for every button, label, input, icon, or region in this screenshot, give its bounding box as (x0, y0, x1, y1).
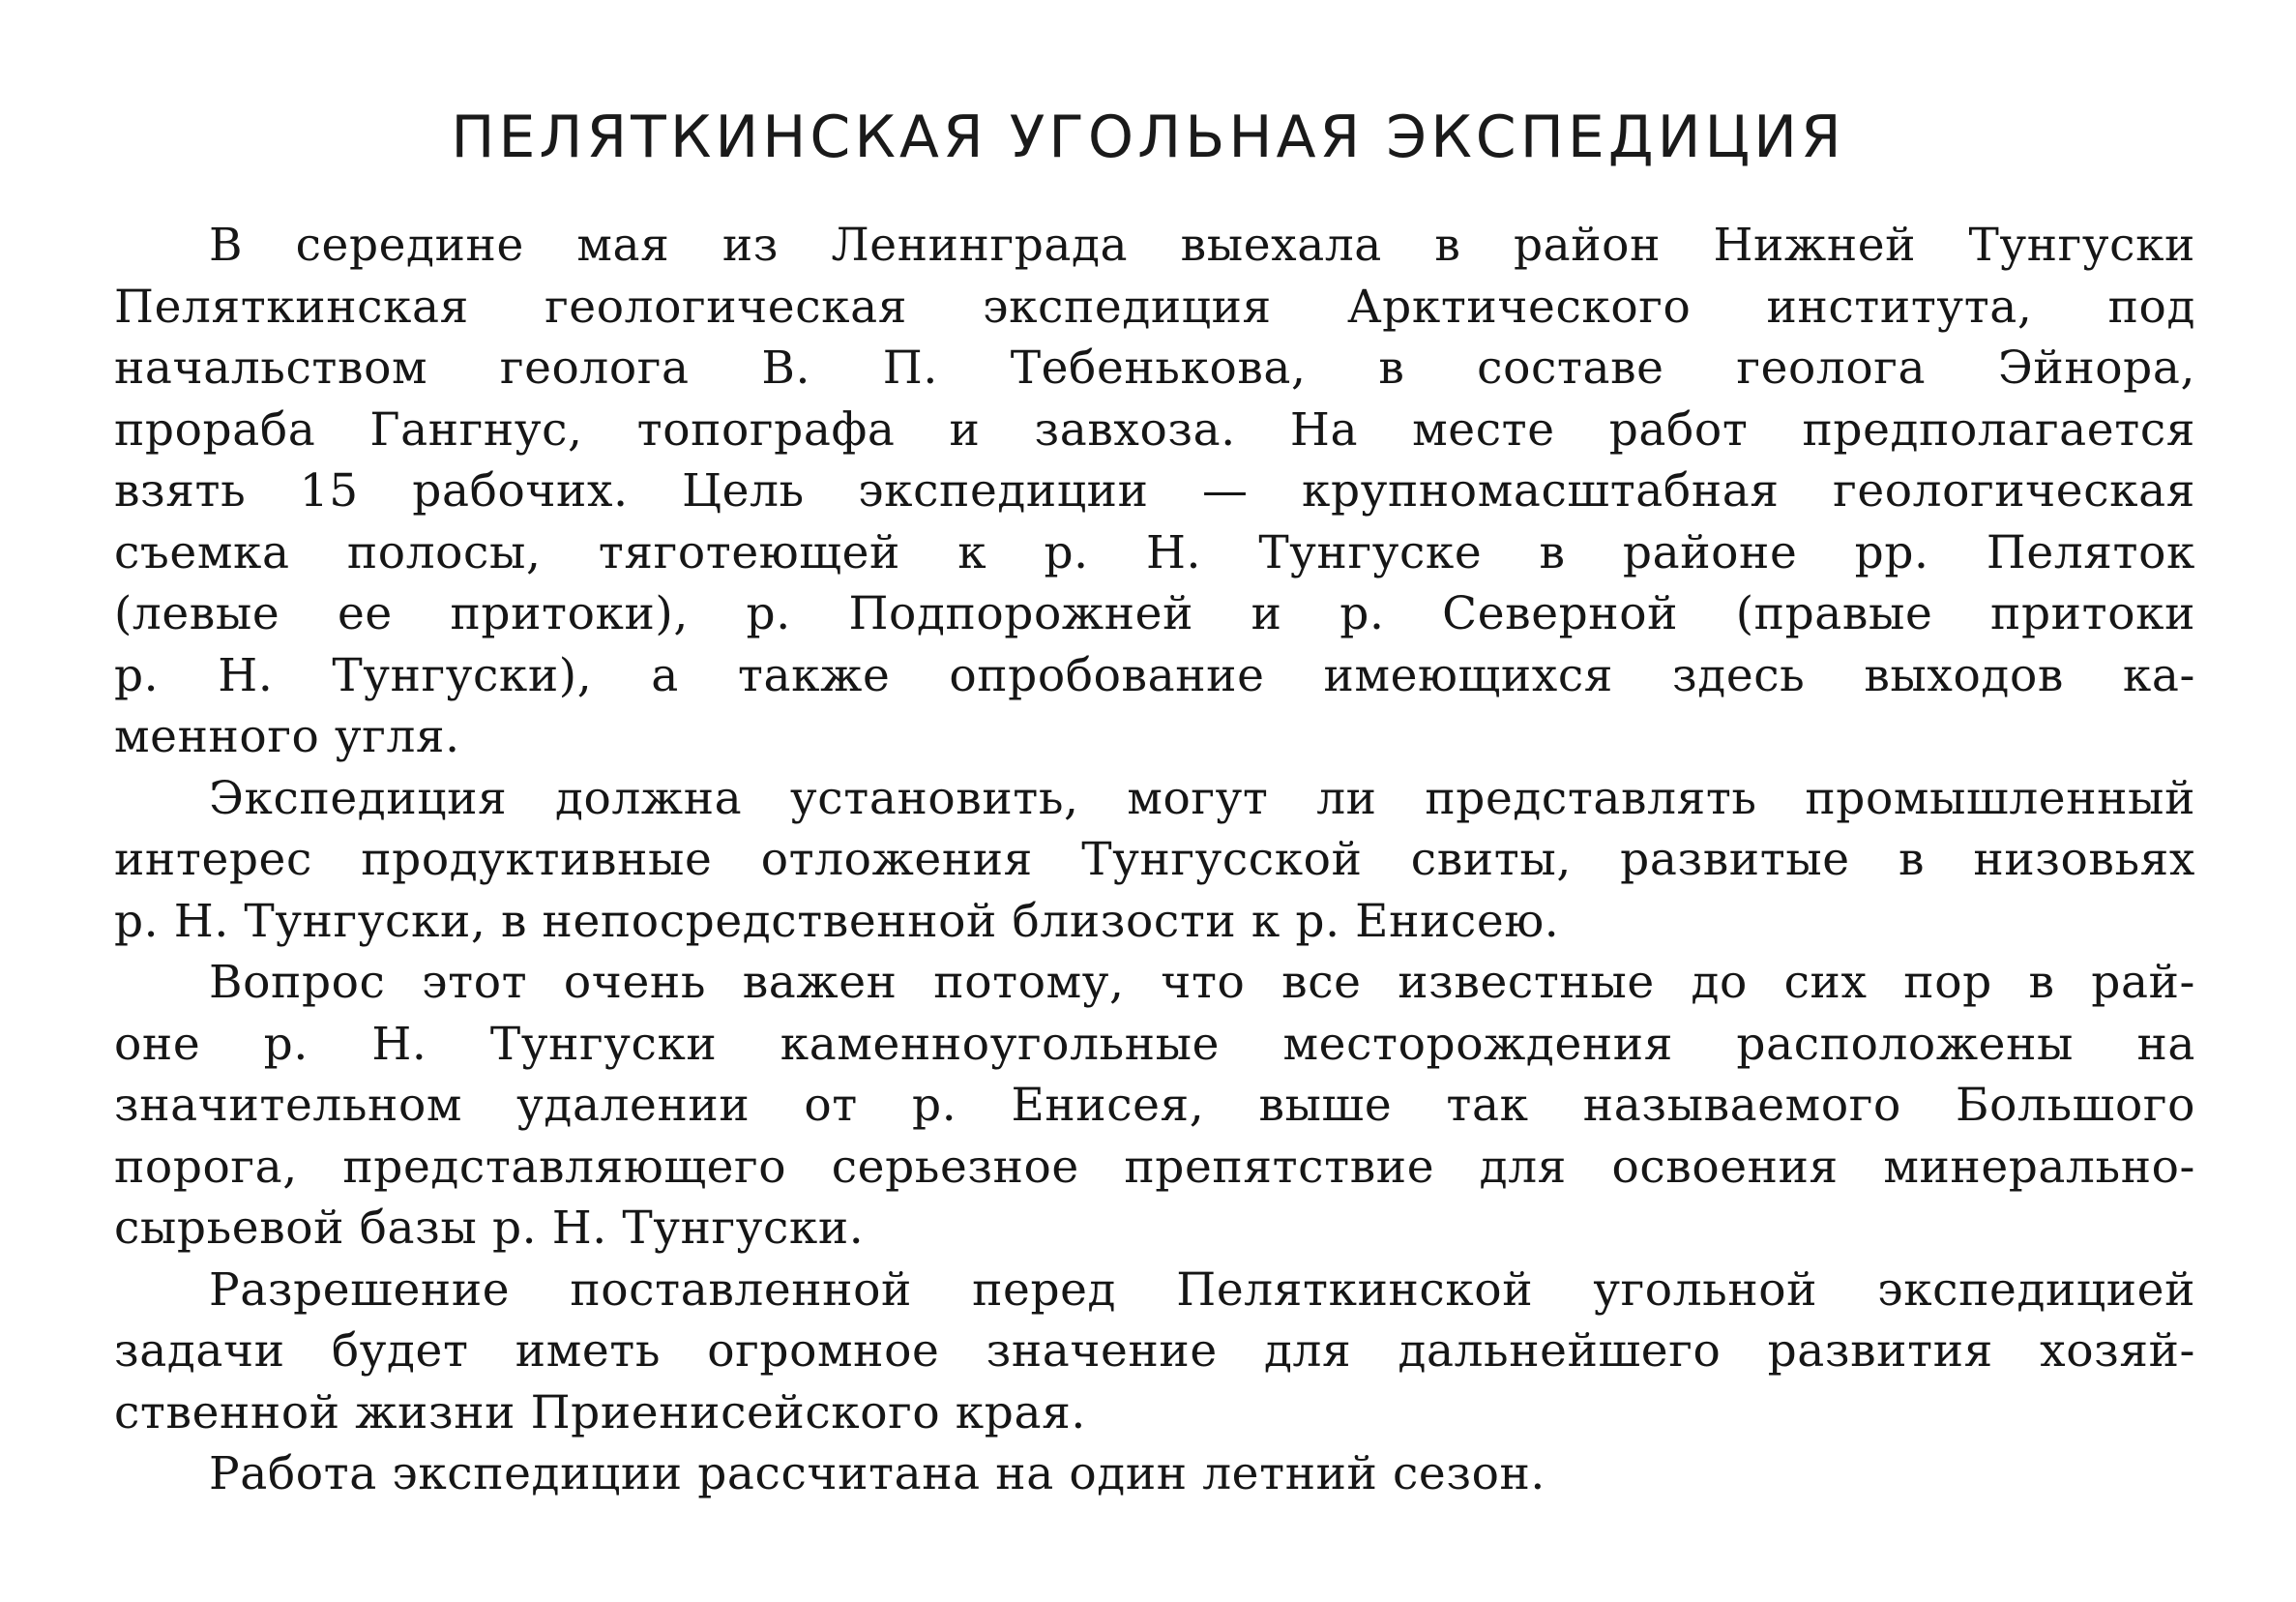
text-line: Разрешение поставленной перед Пеляткинской угольной экспедицией (209, 1262, 2195, 1317)
text-line: Работа экспедиции рассчитана на один летний сезон. (209, 1447, 1545, 1500)
text-line: В середине мая из Ленинграда выехала в район Нижней Тунгуски (209, 219, 2195, 272)
paragraph-1 (114, 215, 2195, 768)
paragraph-2 (114, 768, 2195, 953)
text-line: съемка полосы, тяготеющей к р. Н. Тунгуске в районе рр. Пеляток (114, 525, 2195, 579)
page-title: ПЕЛЯТКИНСКАЯ УГОЛЬНАЯ ЭКСПЕДИЦИЯ (451, 104, 1845, 171)
text-line: (левые ее притоки), р. Подпорожней и р. Северной (правые притоки (114, 587, 2195, 640)
text-line: ственной жизни Приенисейского края. (114, 1385, 1086, 1439)
text-line: Пеляткинская геологическая экспедиция Арктического института, под (114, 280, 2195, 334)
text-line: менного угля. (114, 710, 460, 763)
text-line: оне р. Н. Тунгуски каменноугольные месторождения расположены на (114, 1017, 2195, 1071)
paragraph-3 (114, 952, 2195, 1260)
paragraph-5 (114, 1443, 2195, 1505)
text-line: прораба Гангнус, топографа и завхоза. На месте работ предполагается (114, 402, 2195, 457)
text-line: р. Н. Тунгуски, в непосредственной близости к р. Енисею. (114, 894, 1560, 948)
text-line: Экспедиция должна установить, могут ли представлять промышленный (209, 771, 2195, 825)
text-line: сырьевой базы р. Н. Тунгуски. (114, 1202, 865, 1255)
text-line: интерес продуктивные отложения Тунгусской свиты, развитые в низовьях (114, 833, 2195, 886)
text-line: р. Н. Тунгуски), а также опробование имеющихся здесь выходов ка- (114, 648, 2195, 702)
text-line: Вопрос этот очень важен потому, что все известные до сих пор в рай- (209, 956, 2195, 1009)
paragraph-4 (114, 1260, 2195, 1444)
text-line: начальством геолога В. П. Тебенькова, в составе геолога Эйнора, (114, 341, 2195, 395)
text-line: порога, представляющего серьезное препятствие для освоения минерально- (114, 1140, 2195, 1194)
article-body (114, 215, 2195, 1505)
text-line: задачи будет иметь огромное значение для дальнейшего развития хозяй- (114, 1324, 2195, 1378)
text-line: взять 15 рабочих. Цель экспедиции — крупномасштабная геологическая (114, 464, 2195, 518)
text-line: значительном удалении от р. Енисея, выше так называемого Большого (114, 1079, 2195, 1132)
